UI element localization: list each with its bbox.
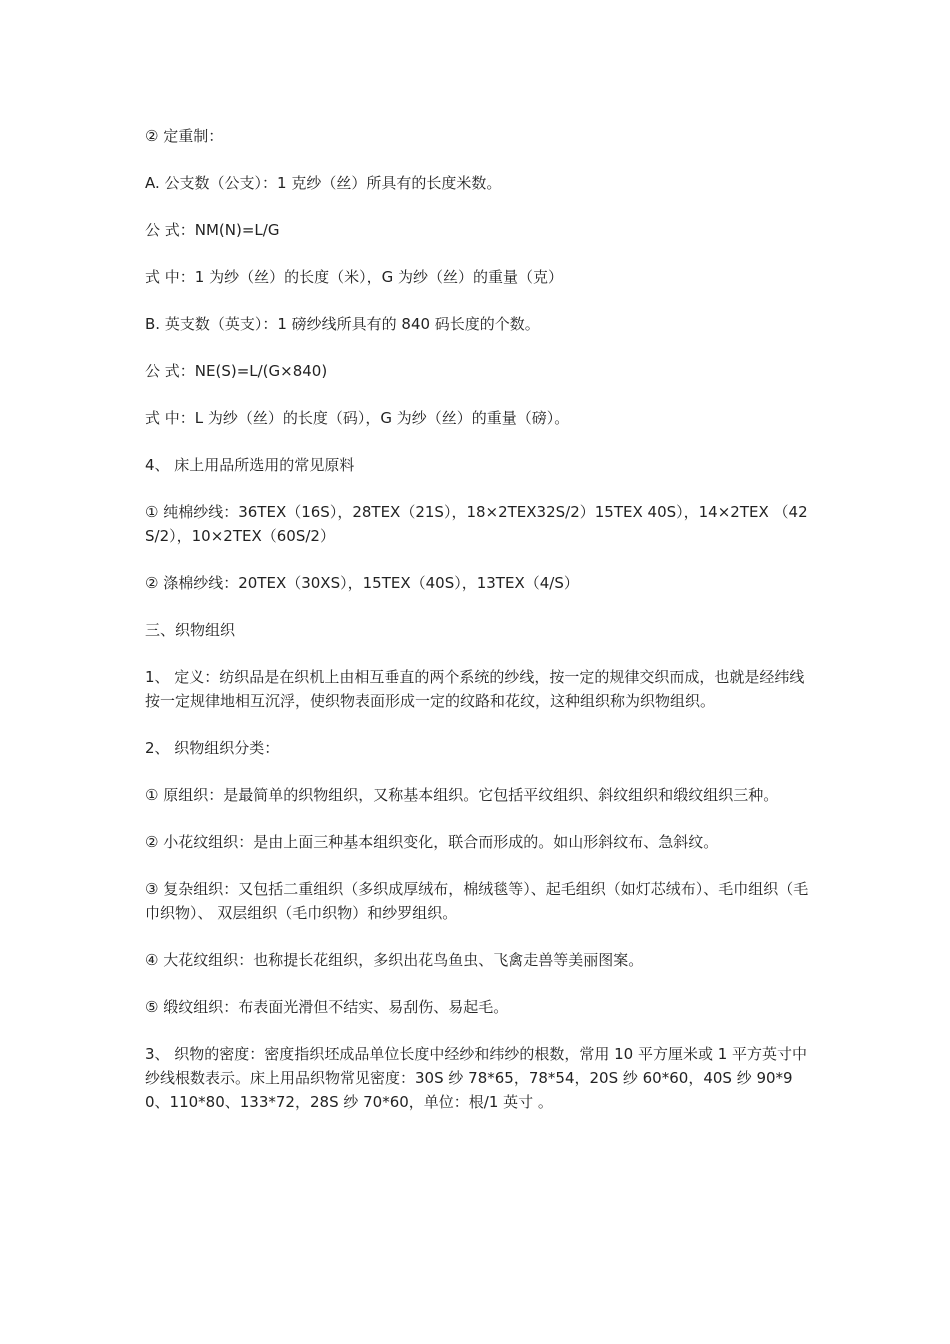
paragraph-metric-count-formula: 公 式：NM(N)=L/G bbox=[145, 221, 280, 239]
paragraph-weight-system-heading: ② 定重制： bbox=[145, 127, 224, 145]
paragraph-basic-weave: ① 原组织：是最简单的织物组织，又称基本组织。它包括平纹组织、斜纹组织和缎纹组织三种。 bbox=[145, 786, 779, 804]
paragraph-large-pattern-weave: ④ 大花纹组织：也称提长花组织，多织出花鸟鱼虫、飞禽走兽等美丽图案。 bbox=[145, 951, 644, 969]
paragraph-weave-classification-heading: 2、 织物组织分类： bbox=[145, 739, 280, 757]
section-heading-fabric-weave: 三、织物组织 bbox=[145, 621, 236, 639]
paragraph-english-count-formula: 公 式：NE(S)=L/(G×840) bbox=[145, 362, 328, 380]
paragraph-metric-count-definition: A. 公支数（公支）：1 克纱（丝）所具有的长度米数。 bbox=[145, 174, 502, 192]
paragraph-bedding-materials-heading: 4、 床上用品所选用的常见原料 bbox=[145, 456, 355, 474]
paragraph-english-count-definition: B. 英支数（英支）：1 磅纱线所具有的 840 码长度的个数。 bbox=[145, 315, 540, 333]
paragraph-english-count-variables: 式 中：L 为纱（丝）的长度（码），G 为纱（丝）的重量（磅）。 bbox=[145, 409, 570, 427]
paragraph-poly-cotton-yarn: ② 涤棉纱线：20TEX（30XS），15TEX（40S），13TEX（4/S） bbox=[145, 574, 579, 592]
paragraph-complex-weave: ③ 复杂组织：又包括二重组织（多织成厚绒布，棉绒毯等）、起毛组织（如灯芯绒布）、毛巾组织（毛巾织物）、 双层组织（毛巾织物）和纱罗组织。 bbox=[145, 880, 809, 922]
paragraph-fabric-density: 3、 织物的密度：密度指织坯成品单位长度中经纱和纬纱的根数，常用 10 平方厘米或 1 平方英寸中纱线根数表示。床上用品织物常见密度：30S 纱 78*65，78*54，20S 纱 60*60，40S 纱 90*90、110*80、133*72，28S 纱 70*60，单位：根/1 英寸 。 bbox=[145, 1045, 808, 1111]
paragraph-metric-count-variables: 式 中：1 为纱（丝）的长度（米），G 为纱（丝）的重量（克） bbox=[145, 268, 563, 286]
paragraph-weave-definition: 1、 定义：纺织品是在织机上由相互垂直的两个系统的纱线，按一定的规律交织而成，也就是经纬线按一定规律地相互沉浮，使织物表面形成一定的纹路和花纹，这种组织称为织物组织。 bbox=[145, 668, 805, 710]
paragraph-small-pattern-weave: ② 小花纹组织：是由上面三种基本组织变化，联合而形成的。如山形斜纹布、急斜纹。 bbox=[145, 833, 719, 851]
paragraph-satin-weave: ⑤ 缎纹组织：布表面光滑但不结实、易刮伤、易起毛。 bbox=[145, 998, 509, 1016]
document-body bbox=[145, 124, 810, 1137]
paragraph-cotton-yarn: ① 纯棉纱线：36TEX（16S），28TEX（21S），18×2TEX32S/2）15TEX 40S），14×2TEX （42S/2），10×2TEX（60S/2） bbox=[145, 503, 808, 545]
